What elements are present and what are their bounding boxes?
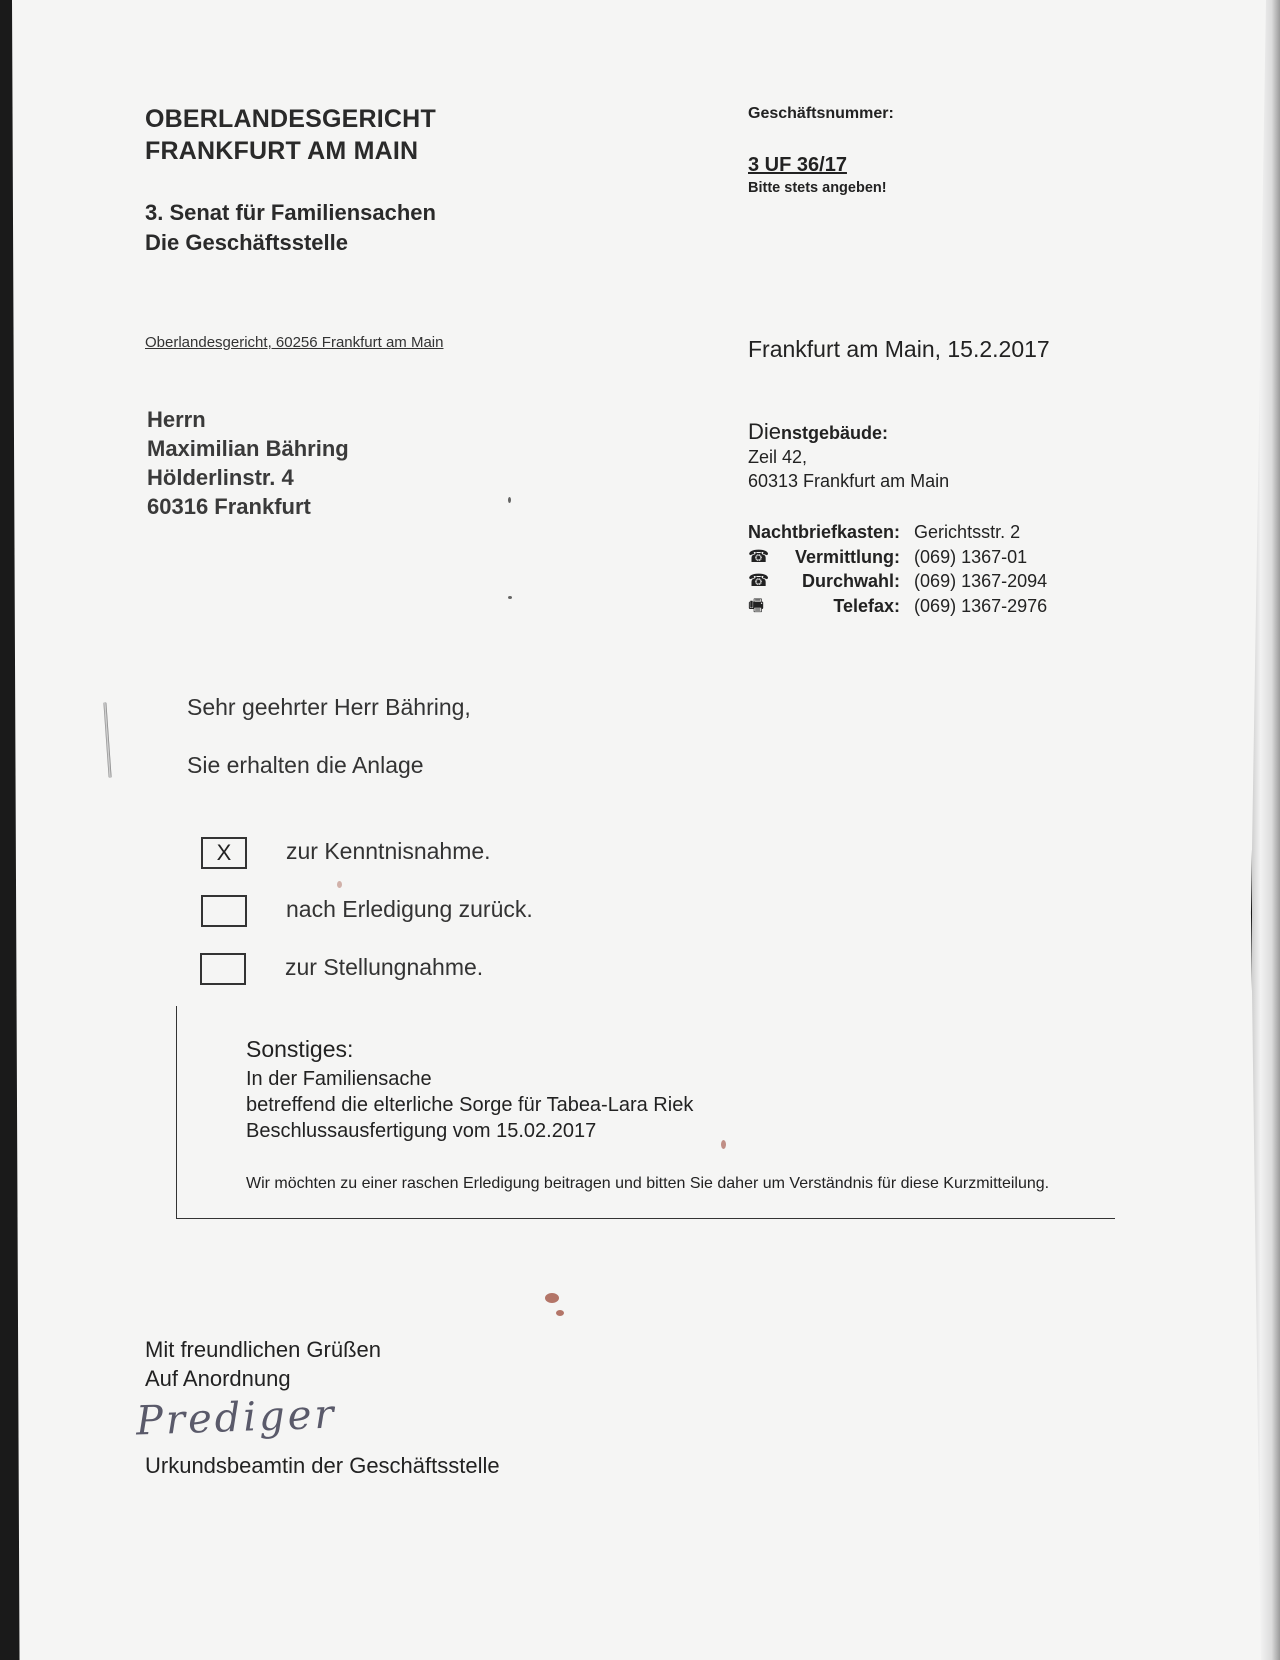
contact-value: (069) 1367-2976 <box>914 595 1048 616</box>
contact-row <box>748 545 1047 570</box>
court-name-line1: OBERLANDESGERICHT <box>145 105 436 133</box>
recipient-name: Maximilian Bähring <box>147 436 349 461</box>
stain-mark <box>337 881 342 888</box>
building-street: Zeil 42, <box>748 447 808 467</box>
building-label-rest: nstgebäude: <box>781 423 889 443</box>
court-name-line2: FRANKFURT AM MAIN <box>145 137 419 165</box>
stain-mark <box>545 1293 559 1303</box>
closing-greeting: Mit freundlichen Grüßen <box>145 1337 381 1362</box>
stain-mark <box>556 1310 564 1316</box>
contact-label: Durchwahl: <box>802 571 901 591</box>
recipient-salutation: Herrn <box>147 407 206 432</box>
option-label-stellungnahme: zur Stellungnahme. <box>285 954 484 980</box>
sonstiges-body <box>246 1066 693 1144</box>
stain-mark <box>721 1140 726 1149</box>
recipient-city: 60316 Frankfurt <box>147 494 311 519</box>
signer-role: Urkundsbeamtin der Geschäftsstelle <box>145 1453 500 1478</box>
contact-value: (069) 1367-2094 <box>914 571 1048 591</box>
reference-number: 3 UF 36/17 <box>748 154 847 176</box>
telephone-icon: ☎ <box>748 571 770 590</box>
contact-label: Telefax: <box>833 595 901 616</box>
building-city: 60313 Frankfurt am Main <box>748 471 950 491</box>
option-label-erledigung: nach Erledigung zurück. <box>286 896 533 922</box>
reference-label: Geschäftsnummer: <box>748 105 894 122</box>
senat-name: 3. Senat für Familiensachen <box>145 200 436 225</box>
handwritten-signature: Prediger <box>135 1391 338 1445</box>
telephone-icon: ☎ <box>748 546 770 566</box>
sonstiges-note: Wir möchten zu einer raschen Erledigung beitragen und bitten Sie daher um Verständnis für diese Kurzmitteilung. <box>246 1175 1050 1192</box>
sonstiges-line: In der Familiensache <box>246 1068 432 1090</box>
contact-table <box>748 520 1047 618</box>
mailbox-label: Nachtbriefkasten: <box>748 522 901 542</box>
office-name: Die Geschäftsstelle <box>145 230 348 255</box>
court-department <box>145 198 436 258</box>
sonstiges-line: Beschlussausfertigung vom 15.02.2017 <box>246 1120 597 1142</box>
letter-intro: Sie erhalten die Anlage <box>187 752 424 778</box>
mailbox-value: Gerichtsstr. 2 <box>914 522 1021 542</box>
contact-value: (069) 1367-01 <box>914 546 1028 567</box>
reference-hint: Bitte stets angeben! <box>748 180 887 196</box>
speck-mark <box>508 497 511 503</box>
mailbox-row <box>748 520 1047 545</box>
contact-row <box>748 594 1047 619</box>
checkbox-stellungnahme[interactable] <box>200 953 246 985</box>
contact-row <box>748 569 1047 594</box>
sonstiges-line: betreffend die elterliche Sorge für Tabea-Lara Riek <box>246 1094 694 1116</box>
building-label <box>748 420 949 445</box>
recipient-street: Hölderlinstr. 4 <box>147 465 294 490</box>
court-name <box>145 103 436 167</box>
building-label-prefix: Die <box>748 419 782 444</box>
sonstiges-title: Sonstiges: <box>246 1036 354 1062</box>
letter-salutation: Sehr geehrter Herr Bähring, <box>187 694 471 720</box>
option-label-kenntnisnahme: zur Kenntnisnahme. <box>286 838 491 864</box>
contact-label: Vermittlung: <box>795 546 901 567</box>
building-info <box>748 420 949 493</box>
checkbox-kenntnisnahme[interactable]: X <box>201 837 247 869</box>
return-address: Oberlandesgericht, 60256 Frankfurt am Main <box>145 334 444 351</box>
fax-icon: 🖷 <box>748 595 765 615</box>
speck-mark <box>508 596 512 599</box>
closing <box>145 1335 381 1393</box>
checkbox-erledigung[interactable] <box>201 895 247 927</box>
date-line: Frankfurt am Main, 15.2.2017 <box>748 336 1050 362</box>
recipient-address <box>147 405 349 521</box>
closing-order: Auf Anordnung <box>145 1366 291 1391</box>
